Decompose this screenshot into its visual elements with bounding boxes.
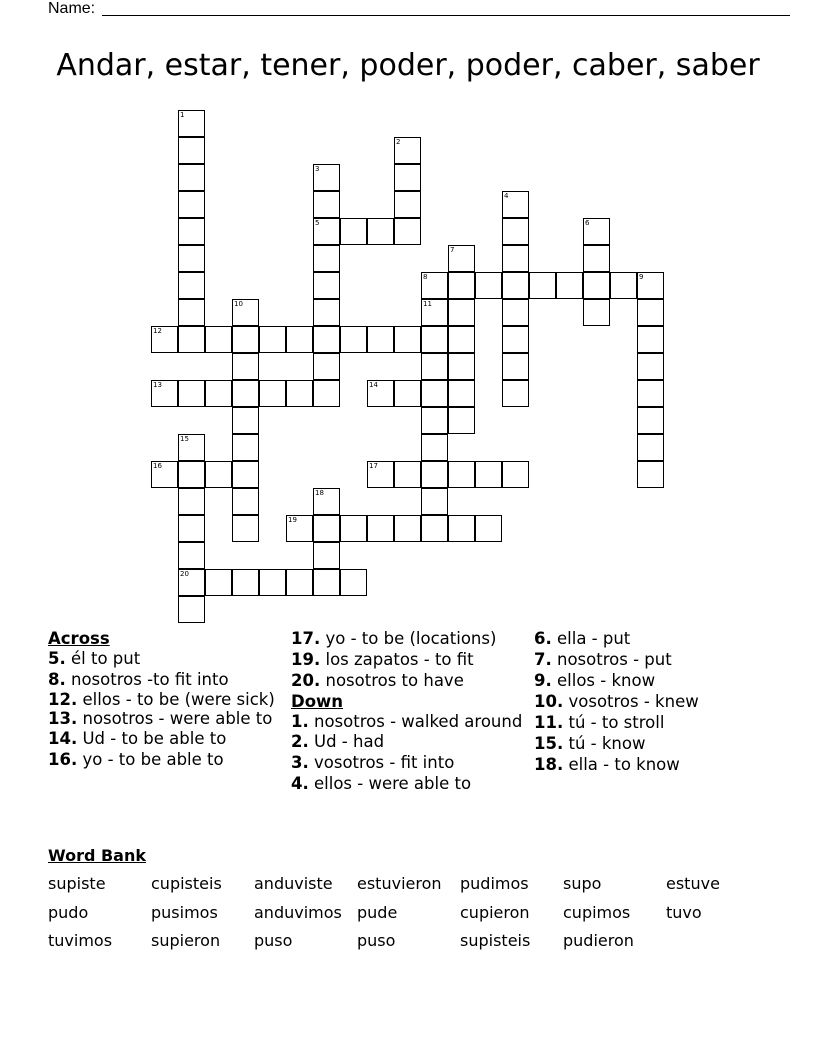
grid-cell[interactable] <box>259 326 286 353</box>
grid-cell[interactable] <box>583 272 610 299</box>
grid-cell[interactable] <box>475 272 502 299</box>
grid-cell[interactable] <box>205 569 232 596</box>
grid-cell[interactable] <box>232 299 259 326</box>
clue-across-8: 8. nosotros -to fit into <box>48 670 229 689</box>
grid-cell[interactable] <box>421 272 448 299</box>
clue-down-18: 18. ella - to know <box>534 755 680 774</box>
grid-cell[interactable] <box>367 461 394 488</box>
grid-cell[interactable] <box>178 434 205 461</box>
word-bank-heading: Word Bank <box>48 846 147 865</box>
grid-cell[interactable] <box>313 542 340 569</box>
grid-cell[interactable] <box>502 353 529 380</box>
word-bank-item: pude <box>357 902 398 922</box>
grid-cell[interactable] <box>232 353 259 380</box>
clue-down-7: 7. nosotros - put <box>534 650 672 669</box>
word-bank-item: pusimos <box>151 902 218 922</box>
grid-cell[interactable] <box>232 461 259 488</box>
grid-cell[interactable] <box>178 461 205 488</box>
word-bank-item: pudieron <box>563 931 634 950</box>
grid-cell[interactable] <box>286 569 313 596</box>
word-bank-item: cupisteis <box>151 874 222 893</box>
grid-cell[interactable] <box>313 515 340 542</box>
grid-cell[interactable] <box>178 164 205 191</box>
grid-cell[interactable] <box>421 299 448 326</box>
grid-cell[interactable] <box>178 191 205 218</box>
clue-number: 5 <box>315 219 320 227</box>
clue-across-5: 5. él to put <box>48 649 141 668</box>
word-bank-item: cupimos <box>563 902 631 922</box>
clue-across-12: 12. ellos - to be (were sick) <box>48 690 275 709</box>
grid-cell[interactable] <box>367 326 394 353</box>
grid-cell[interactable] <box>178 569 205 596</box>
grid-cell[interactable] <box>610 272 637 299</box>
grid-cell[interactable] <box>151 461 178 488</box>
clue-number: 9 <box>639 273 644 281</box>
grid-cell[interactable] <box>637 434 664 461</box>
grid-cell[interactable] <box>502 299 529 326</box>
grid-cell[interactable] <box>448 461 475 488</box>
grid-cell[interactable] <box>340 218 367 245</box>
grid-cell[interactable] <box>529 272 556 299</box>
clues-column-1 <box>48 629 283 771</box>
word-bank-item: cupieron <box>460 902 530 922</box>
grid-cell[interactable] <box>232 407 259 434</box>
word-bank-item: supo <box>563 874 602 893</box>
grid-cell[interactable] <box>637 326 664 353</box>
grid-cell[interactable] <box>259 569 286 596</box>
grid-cell[interactable] <box>637 407 664 434</box>
grid-cell[interactable] <box>448 299 475 326</box>
grid-cell[interactable] <box>313 353 340 380</box>
clue-across-20: 20. nosotros to have <box>291 671 464 690</box>
grid-cell[interactable] <box>178 110 205 137</box>
down-heading: Down <box>291 692 344 711</box>
grid-cell[interactable] <box>151 326 178 353</box>
clue-down-11: 11. tú - to stroll <box>534 713 665 732</box>
grid-cell[interactable] <box>637 353 664 380</box>
grid-cell[interactable] <box>313 272 340 299</box>
clue-number: 8 <box>423 273 428 281</box>
grid-cell[interactable] <box>367 218 394 245</box>
grid-cell[interactable] <box>421 353 448 380</box>
clue-number: 10 <box>234 300 243 308</box>
grid-cell[interactable] <box>286 326 313 353</box>
word-bank-item: pudimos <box>460 874 529 893</box>
grid-cell[interactable] <box>313 569 340 596</box>
grid-cell[interactable] <box>502 191 529 218</box>
grid-cell[interactable] <box>637 380 664 407</box>
page-title: Andar, estar, tener, poder, poder, caber, saber <box>56 48 760 83</box>
grid-cell[interactable] <box>178 542 205 569</box>
word-bank-item: supiste <box>48 874 106 893</box>
grid-cell[interactable] <box>313 380 340 407</box>
grid-cell[interactable] <box>232 515 259 542</box>
grid-cell[interactable] <box>313 326 340 353</box>
grid-cell[interactable] <box>286 515 313 542</box>
grid-cell[interactable] <box>340 515 367 542</box>
clue-number: 2 <box>396 138 401 146</box>
grid-cell[interactable] <box>502 380 529 407</box>
word-bank-item: puso <box>254 931 293 950</box>
grid-cell[interactable] <box>421 407 448 434</box>
clue-down-1: 1. nosotros - walked around <box>291 712 523 731</box>
clue-down-2: 2. Ud - had <box>291 732 385 751</box>
grid-cell[interactable] <box>205 326 232 353</box>
clue-across-19: 19. los zapatos - to fit <box>291 650 474 669</box>
clue-number: 6 <box>585 219 590 227</box>
grid-cell[interactable] <box>178 272 205 299</box>
grid-cell[interactable] <box>286 380 313 407</box>
word-bank-item: tuvo <box>666 902 702 922</box>
grid-cell[interactable] <box>475 461 502 488</box>
clue-down-15: 15. tú - know <box>534 734 646 753</box>
clue-down-10: 10. vosotros - knew <box>534 692 699 711</box>
grid-cell[interactable] <box>421 488 448 515</box>
grid-cell[interactable] <box>178 515 205 542</box>
clue-number: 3 <box>315 165 320 173</box>
grid-cell[interactable] <box>313 164 340 191</box>
clue-down-3: 3. vosotros - fit into <box>291 753 455 772</box>
grid-cell[interactable] <box>178 245 205 272</box>
clue-number: 11 <box>423 300 432 308</box>
clue-across-13: 13. nosotros - were able to <box>48 709 273 728</box>
clue-number: 17 <box>369 462 378 470</box>
grid-cell[interactable] <box>502 245 529 272</box>
grid-cell[interactable] <box>394 164 421 191</box>
grid-cell[interactable] <box>259 380 286 407</box>
grid-cell[interactable] <box>178 218 205 245</box>
clues-column-2 <box>291 629 531 795</box>
grid-cell[interactable] <box>394 380 421 407</box>
grid-cell[interactable] <box>421 515 448 542</box>
grid-cell[interactable] <box>421 326 448 353</box>
clue-number: 18 <box>315 489 324 497</box>
grid-cell[interactable] <box>583 218 610 245</box>
grid-cell[interactable] <box>178 137 205 164</box>
clue-number: 16 <box>153 462 162 470</box>
grid-cell[interactable] <box>178 380 205 407</box>
grid-cell[interactable] <box>583 299 610 326</box>
clue-number: 15 <box>180 435 189 443</box>
grid-cell[interactable] <box>313 245 340 272</box>
grid-cell[interactable] <box>448 326 475 353</box>
word-bank-item: estuve <box>666 874 720 893</box>
clues-column-3 <box>534 629 774 776</box>
grid-cell[interactable] <box>394 326 421 353</box>
grid-cell[interactable] <box>502 272 529 299</box>
grid-cell[interactable] <box>151 380 178 407</box>
clue-number: 14 <box>369 381 378 389</box>
word-bank-item: supieron <box>151 931 221 950</box>
grid-cell[interactable] <box>475 515 502 542</box>
grid-cell[interactable] <box>313 218 340 245</box>
grid-cell[interactable] <box>394 218 421 245</box>
grid-cell[interactable] <box>448 380 475 407</box>
grid-cell[interactable] <box>583 245 610 272</box>
word-bank-item: puso <box>357 931 396 950</box>
grid-cell[interactable] <box>448 272 475 299</box>
grid-cell[interactable] <box>448 245 475 272</box>
grid-cell[interactable] <box>178 326 205 353</box>
word-bank-item: anduvimos <box>254 902 342 922</box>
name-label: Name: <box>48 0 96 17</box>
grid-cell[interactable] <box>394 515 421 542</box>
grid-cell[interactable] <box>448 353 475 380</box>
grid-cell[interactable] <box>637 461 664 488</box>
clue-across-16: 16. yo - to be able to <box>48 750 224 769</box>
grid-cell[interactable] <box>394 137 421 164</box>
clue-down-9: 9. ellos - know <box>534 671 656 690</box>
clue-number: 20 <box>180 570 189 578</box>
word-bank-item: supisteis <box>460 931 531 950</box>
grid-cell[interactable] <box>367 380 394 407</box>
grid-cell[interactable] <box>205 380 232 407</box>
grid-cell[interactable] <box>502 461 529 488</box>
clue-across-14: 14. Ud - to be able to <box>48 729 227 748</box>
clue-down-6: 6. ella - put <box>534 629 631 648</box>
grid-cell[interactable] <box>178 299 205 326</box>
clue-number: 19 <box>288 516 297 524</box>
grid-cell[interactable] <box>178 596 205 623</box>
word-bank-item: tuvimos <box>48 931 113 950</box>
clue-number: 1 <box>180 111 185 119</box>
grid-cell[interactable] <box>421 380 448 407</box>
grid-cell[interactable] <box>556 272 583 299</box>
grid-cell[interactable] <box>394 191 421 218</box>
grid-cell[interactable] <box>232 380 259 407</box>
clue-number: 7 <box>450 246 455 254</box>
grid-cell[interactable] <box>313 299 340 326</box>
clue-across-17: 17. yo - to be (locations) <box>291 629 497 648</box>
grid-cell[interactable] <box>340 326 367 353</box>
grid-cell[interactable] <box>448 407 475 434</box>
grid-cell[interactable] <box>232 326 259 353</box>
grid-cell[interactable] <box>205 461 232 488</box>
grid-cell[interactable] <box>340 569 367 596</box>
grid-cell[interactable] <box>232 488 259 515</box>
clue-number: 13 <box>153 381 162 389</box>
word-bank-item: estuvieron <box>357 874 442 893</box>
word-bank-item: anduviste <box>254 874 333 893</box>
grid-cell[interactable] <box>502 218 529 245</box>
grid-cell[interactable] <box>367 515 394 542</box>
grid-cell[interactable] <box>313 488 340 515</box>
clue-number: 4 <box>504 192 509 200</box>
grid-cell[interactable] <box>232 569 259 596</box>
grid-cell[interactable] <box>502 326 529 353</box>
grid-cell[interactable] <box>421 434 448 461</box>
word-bank-item: pudo <box>48 902 89 922</box>
clue-number: 12 <box>153 327 162 335</box>
grid-cell[interactable] <box>394 461 421 488</box>
grid-cell[interactable] <box>232 434 259 461</box>
grid-cell[interactable] <box>421 461 448 488</box>
grid-cell[interactable] <box>448 515 475 542</box>
grid-cell[interactable] <box>637 299 664 326</box>
clue-down-4: 4. ellos - were able to <box>291 774 472 793</box>
grid-cell[interactable] <box>178 488 205 515</box>
grid-cell[interactable] <box>637 272 664 299</box>
across-heading: Across <box>48 629 110 648</box>
grid-cell[interactable] <box>313 191 340 218</box>
